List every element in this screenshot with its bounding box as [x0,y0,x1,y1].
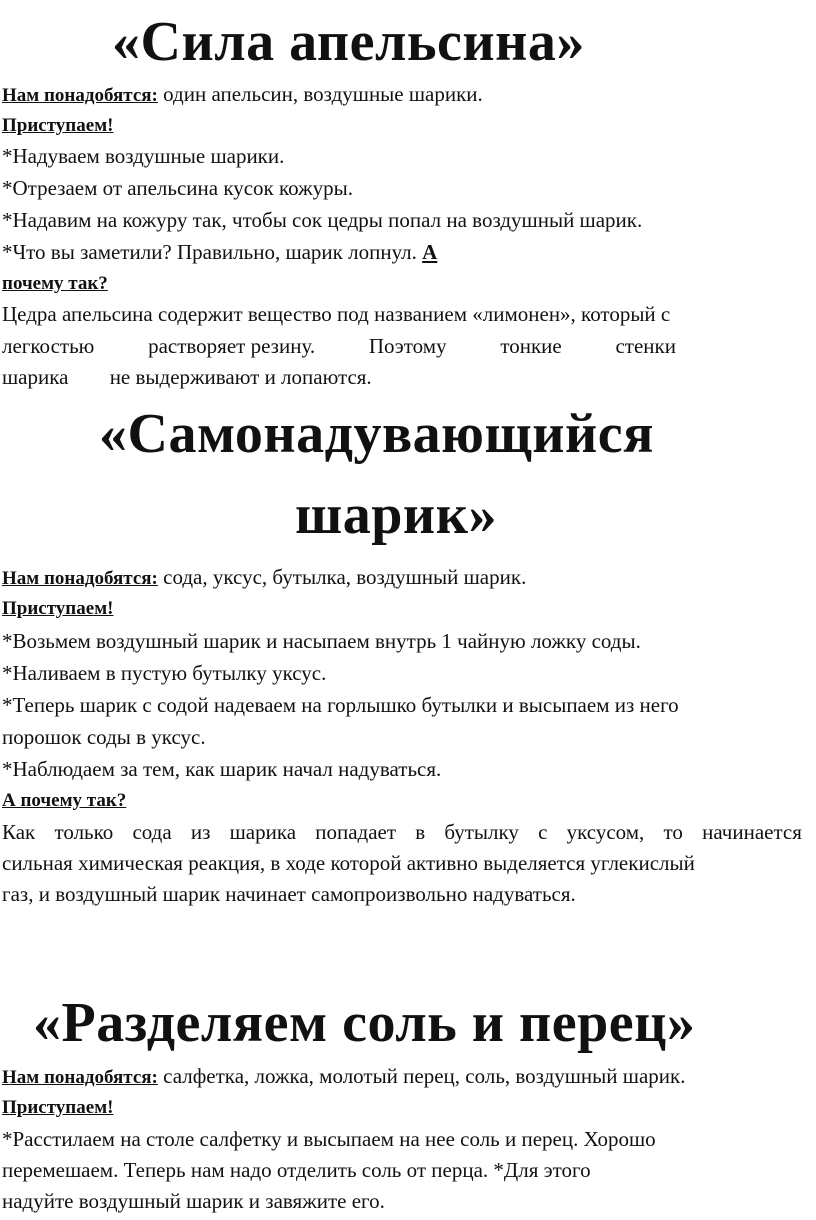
word: в [415,820,426,844]
section1-need-label: Нам понадобятся: [2,85,158,106]
word: тонкие [500,334,562,358]
section2-title-line2: шарик» [295,484,497,546]
word: попадает [315,820,397,844]
section1-step-2: *Отрезаем от апельсина кусок кожуры. [2,176,353,200]
section1-title: «Сила апельсина» [112,11,585,73]
section1-explanation-line3 [2,367,372,388]
section3-title: «Разделяем соль и перец» [33,992,696,1054]
word: Поэтому [368,334,447,358]
section3-need-label: Нам понадобятся: [2,1067,158,1088]
word: легкостью [2,334,95,358]
word: с [538,820,548,844]
section1-explanation-line2 [2,336,676,357]
section2-step-3: *Теперь шарик с содой надеваем на горлышко бутылки и высыпаем из него [2,693,679,717]
section2-need-text: сода, уксус, бутылка, воздушный шарик. [157,565,527,589]
section1-step-1: *Надуваем воздушные шарики. [2,144,285,168]
section3-step-2: перемешаем. Теперь нам надо отделить соль от перца. *Для этого [2,1158,591,1182]
section3-need-line [2,1066,685,1087]
word: сода [132,820,172,844]
word: начинается [702,820,802,844]
section2-start-label: Приступаем! [2,598,114,619]
section1-step-3: *Надавим на кожуру так, чтобы сок цедры попал на воздушный шарик. [2,208,643,232]
section1-why-part1: А [422,240,438,264]
section2-explanation-line2: сильная химическая реакция, в ходе которой активно выделяется углекислый [2,851,695,875]
section1-step-4-text: *Что вы заметили? Правильно, шарик лопнул. [2,240,423,264]
word: не выдерживают и лопаются. [109,365,372,389]
word: бутылку [444,820,519,844]
section2-step-3-cont: порошок соды в уксус. [2,725,206,749]
section2-explanation-line3: газ, и воздушный шарик начинает самопроизвольно надуваться. [2,882,576,906]
section2-need-line [2,567,526,588]
section2-title-line1: «Самонадувающийся [99,403,654,465]
word: стенки [615,334,676,358]
section2-why-label: А почему так? [2,790,127,811]
section2-need-label: Нам понадобятся: [2,568,158,589]
section1-need-line [2,84,483,105]
word: уксусом, [566,820,645,844]
section3-start-label: Приступаем! [2,1097,114,1118]
section2-step-1: *Возьмем воздушный шарик и насыпаем внутрь 1 чайную ложку соды. [2,629,641,653]
section1-need-text: один апельсин, воздушные шарики. [157,82,483,106]
section2-step-4: *Наблюдаем за тем, как шарик начал надуваться. [2,757,442,781]
section3-step-1: *Расстилаем на столе салфетку и высыпаем на нее соль и перец. Хорошо [2,1127,656,1151]
word: шарика [229,820,297,844]
word: из [190,820,211,844]
section3-need-text: салфетка, ложка, молотый перец, соль, воздушный шарик. [157,1064,686,1088]
section1-why-part2: почему так? [2,273,108,294]
section1-explanation-line1: Цедра апельсина содержит вещество под названием «лимонен», который с [2,302,671,326]
word: шарика [2,365,69,389]
word: Как [2,820,36,844]
section1-step-4 [2,242,437,263]
word: то [663,820,683,844]
word: растворяет резину. [148,334,316,358]
section2-explanation-line1 [2,822,802,843]
word: только [54,820,114,844]
section1-start-label: Приступаем! [2,115,114,136]
section3-step-3: надуйте воздушный шарик и завяжите его. [2,1189,385,1213]
section2-step-2: *Наливаем в пустую бутылку уксус. [2,661,327,685]
